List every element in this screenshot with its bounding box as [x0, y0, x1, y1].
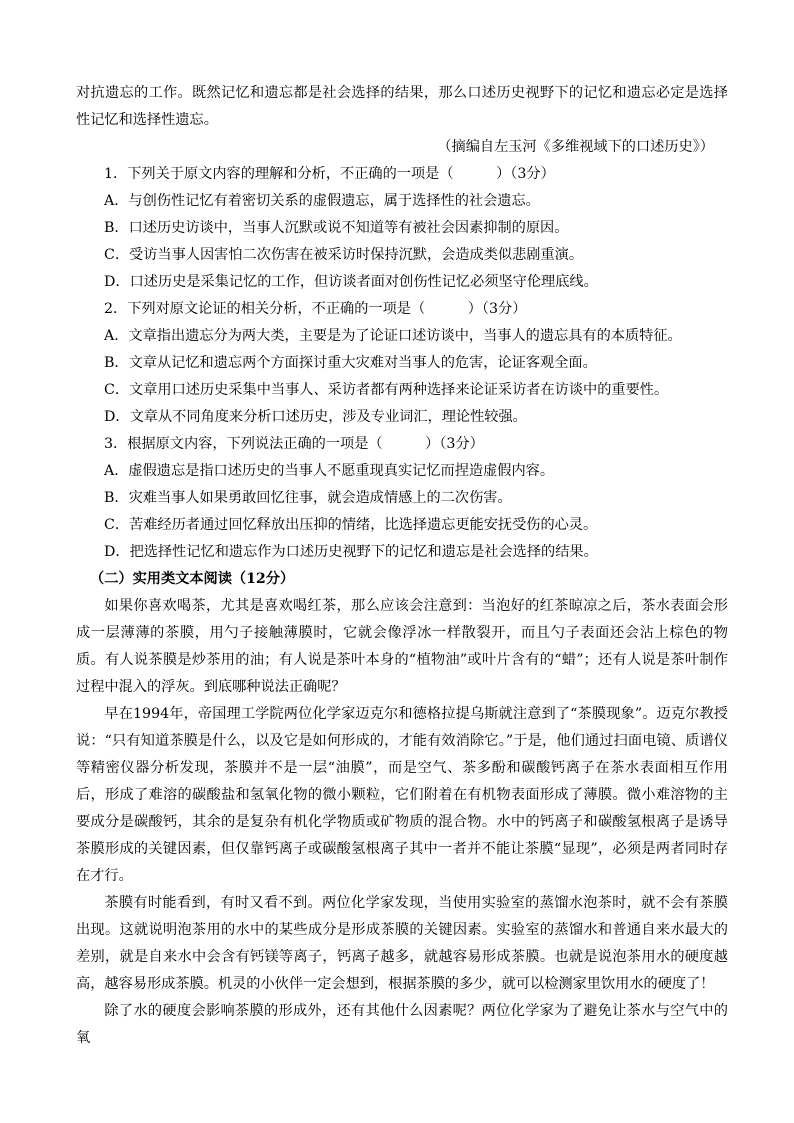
- question-3-stem: 3．根据原文内容，下列说法正确的一项是（ ）（3分）: [104, 436, 484, 452]
- question-3-option-a: A．虚假遗忘是指口述历史的当事人不愿重现真实记忆而捏造虚假内容。: [104, 463, 555, 479]
- intro-paragraph: 对抗遗忘的工作。既然记忆和遗忘都是社会选择的结果，那么口述历史视野下的记忆和遗忘必定是选择性记忆和选择性遗忘。: [76, 85, 728, 128]
- question-2-option-d: D．文章从不同角度来分析口述历史，涉及专业词汇，理论性较强。: [104, 409, 527, 425]
- body-paragraph-1: 如果你喜欢喝茶，尤其是喜欢喝红茶，那么应该会注意到：当泡好的红茶晾凉之后，茶水表面会形成一层薄薄的茶膜，用勺子接触薄膜时，它就会像浮冰一样散裂开，而且勺子表面还会沾上棕色的物质。有人说茶膜是炒茶用的油；有人说是茶叶本身的“植物油”或叶片含有的“蜡”；还有人说是茶叶制作过程中混入的浮灰。到底哪种说法正确呢？: [76, 598, 728, 695]
- question-2-option-b: B．文章从记忆和遗忘两个方面探讨重大灾难对当事人的危害，论证客观全面。: [104, 355, 597, 371]
- body-paragraph-4: 除了水的硬度会影响茶膜的形成外，还有其他什么因素呢？两位化学家为了避免让茶水与空气中的氧: [76, 1003, 728, 1046]
- question-1-option-c: C．受访当事人因害怕二次伤害在被采访时保持沉默，会造成类似悲剧重演。: [104, 247, 584, 263]
- body-paragraph-3: 茶膜有时能看到，有时又看不到。两位化学家发现，当使用实验室的蒸馏水泡茶时，就不会有茶膜出现。这就说明泡茶用的水中的某些成分是形成茶膜的关键因素。实验室的蒸馏水和普通自来水最大的差别，就是自来水中会含有钙镁等离子，钙离子越多，就越容易形成茶膜。也就是说泡茶用水的硬度越高，越容易形成茶膜。机灵的小伙伴一定会想到，根据茶膜的多少，就可以检测家里饮用水的硬度了！: [76, 895, 728, 992]
- question-1-option-b: B．口述历史访谈中，当事人沉默或说不知道等有被社会因素抑制的原因。: [104, 220, 569, 236]
- question-2-option-a: A．文章指出遗忘分为两大类，主要是为了论证口述访谈中，当事人的遗忘具有的本质特征。: [104, 328, 682, 344]
- source-citation: （摘编自左玉河《多维视域下的口述历史》）: [437, 139, 714, 155]
- question-3-option-c: C．苦难经历者通过回忆释放出压抑的情绪，比选择遗忘更能安抚受伤的心灵。: [104, 517, 598, 533]
- question-2-stem: 2．下列对原文论证的相关分析，不正确的一项是（ ）（3分）: [104, 301, 527, 317]
- question-1-stem: 1．下列关于原文内容的理解和分析，不正确的一项是（ ）（3分）: [104, 166, 555, 182]
- question-2-option-c: C．文章用口述历史采集中当事人、采访者都有两种选择来论证采访者在访谈中的重要性。: [104, 382, 669, 398]
- question-1-option-a: A．与创伤性记忆有着密切关系的虚假遗忘，属于选择性的社会遗忘。: [104, 193, 540, 209]
- question-1-option-d: D．口述历史是采集记忆的工作，但访谈者面对创伤性记忆必须坚守伦理底线。: [104, 274, 598, 290]
- question-3-option-b: B．灾难当事人如果勇敢回忆往事，就会造成情感上的二次伤害。: [104, 490, 512, 506]
- question-3-option-d: D．把选择性记忆和遗忘作为口述历史视野下的记忆和遗忘是社会选择的结果。: [104, 544, 598, 560]
- section-heading: （二）实用类文本阅读（12分）: [90, 571, 295, 587]
- body-paragraph-2: 早在1994年，帝国理工学院两位化学家迈克尔和德格拉提乌斯就注意到了“茶膜现象”。迈克尔教授说：“只有知道茶膜是什么，以及它是如何形成的，才能有效消除它。”于是，他们通过扫面电镜、质谱仪等精密仪器分析发现，茶膜并不是一层“油膜”，而是空气、茶多酚和碳酸钙离子在茶水表面相互作用后，形成了难溶的碳酸盐和氢氧化物的微小颗粒，它们附着在有机物表面形成了薄膜。微小难溶物的主要成分是碳酸钙，其余的是复杂有机化学物质或矿物质的混合物。水中的钙离子和碳酸氢根离子是诱导茶膜形成的关键因素，但仅靠钙离子或碳酸氢根离子其中一者并不能让茶膜“显现”，必须是两者同时存在才行。: [76, 706, 728, 884]
